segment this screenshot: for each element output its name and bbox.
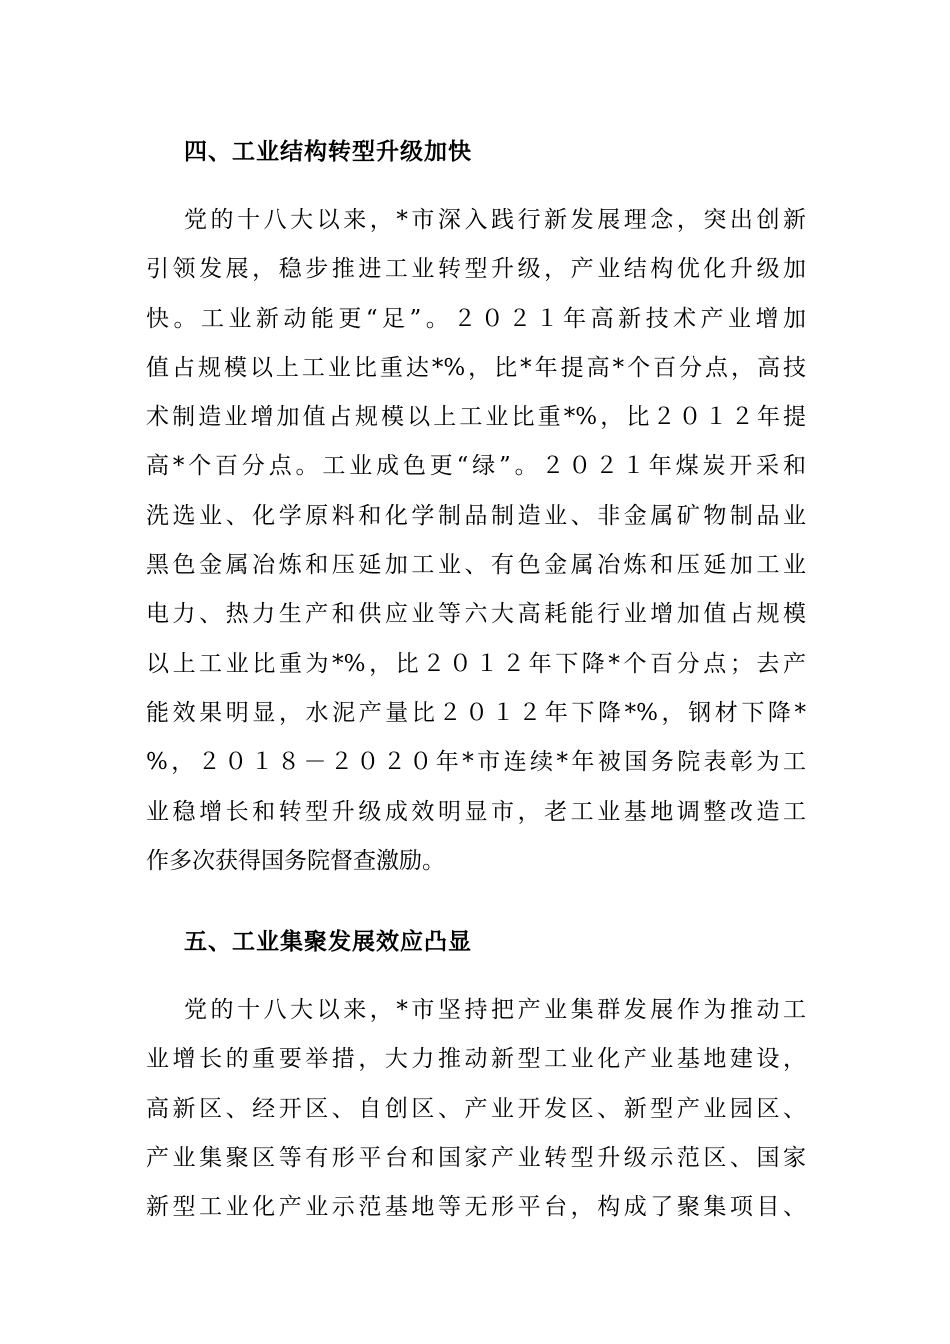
paragraph-line: 洗选业、化学原料和化学制品制造业、非金属矿物制品业 [146,502,806,529]
paragraph-line: 以上工业比重为*%，比２０１２年下降*个百分点；去产 [146,650,806,677]
document-body [146,130,806,1233]
section-heading-5: 五、工业集聚发展效应凸显 [184,929,472,956]
spacer [146,964,806,986]
paragraph-line: 新型工业化产业示范基地等无形平台，构成了聚集项目、 [146,1194,806,1221]
paragraph-line: 术制造业增加值占规模以上工业比重*%，比２０１２年提 [146,404,806,431]
spacer [146,886,806,920]
paragraph-line: 快。工业新动能更“足”。２０２１年高新技术产业增加 [146,305,806,332]
spacer [146,174,806,196]
paragraph-line: 电力、热力生产和供应业等六大高耗能行业增加值占规模 [146,601,806,628]
paragraph-line: 作多次获得国务院督查激励。 [146,847,445,874]
paragraph-line: 高*个百分点。工业成色更“绿”。２０２１年煤炭开采和 [146,453,806,480]
paragraph-line: 党的十八大以来，*市坚持把产业集群发展作为推动工 [184,997,806,1024]
paragraph-line: 产业集聚区等有形平台和国家产业转型升级示范区、国家 [146,1145,806,1172]
paragraph-line: 黑色金属冶炼和压延加工业、有色金属冶炼和压延加工业 [146,552,806,579]
paragraph-line: 业稳增长和转型升级成效明显市，老工业基地调整改造工 [146,798,806,825]
paragraph-line: %，２０１８－２０２０年*市连续*年被国务院表彰为工 [146,749,806,776]
paragraph-line: 值占规模以上工业比重达*%，比*年提高*个百分点，高技 [146,354,806,381]
section-heading-4: 四、工业结构转型升级加快 [184,139,472,165]
paragraph-line: 引领发展，稳步推进工业转型升级，产业结构优化升级加 [146,256,806,283]
paragraph-line: 高新区、经开区、自创区、产业开发区、新型产业园区、 [146,1095,806,1122]
section-5-paragraph [146,986,806,1232]
paragraph-line: 党的十八大以来，*市深入践行新发展理念，突出创新 [184,207,806,233]
paragraph-line: 业增长的重要举措，大力推动新型工业化产业基地建设， [146,1046,806,1073]
paragraph-line: 能效果明显，水泥产量比２０１２年下降*%，钢材下降* [146,699,806,726]
section-4-paragraph [146,196,806,886]
